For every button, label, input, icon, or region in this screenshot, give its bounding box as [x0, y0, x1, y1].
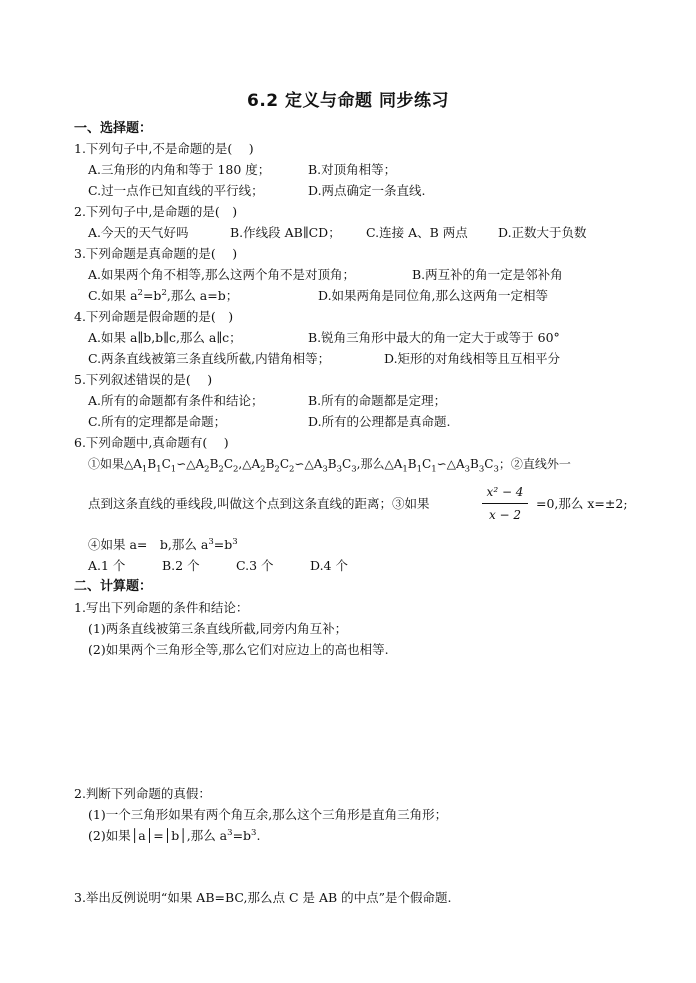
calc1-item-1: (1)两条直线被第三条直线所截,同旁内角互补；: [88, 621, 348, 636]
q6-option-c: C.3 个: [236, 558, 274, 573]
q5-option-a: A.所有的命题都有条件和结论；: [88, 393, 264, 408]
q5-stem: 5.下列叙述错误的是( ): [74, 372, 213, 387]
section-choice-heading: 一、选择题：: [74, 121, 153, 136]
fraction-expression: [482, 483, 528, 524]
section-calc-heading: 二、计算题：: [74, 579, 153, 594]
q6-statement-1: ①如果$\triangle A_1B_1C_1∽\triangle A_2B_2C_2,\triangle A_2B_2C_2∽\triangle A_3B_3C_3$,那么$\triangle A_1B_1C_1∽\triangle A_3B_3C_3$；②直线外一: [88, 457, 571, 475]
calc1-stem: 1.写出下列命题的条件和结论：: [74, 600, 249, 615]
page-title: 6.2 定义与命题 同步练习: [247, 91, 449, 111]
q4-option-b: B.锐角三角形中最大的角一定大于或等于 60°: [308, 330, 560, 345]
q4-option-c: C.两条直线被第三条直线所截,内错角相等；: [88, 351, 331, 366]
q5-option-d: D.所有的公理都是真命题.: [308, 414, 451, 429]
q4-stem: 4.下列命题是假命题的是( ): [74, 309, 234, 324]
calc2-item-1: (1)一个三角形如果有两个角互余,那么这个三角形是直角三角形；: [88, 807, 448, 822]
q1-option-a: A.三角形的内角和等于 180 度；: [88, 162, 271, 177]
q3-option-c: C.如果 $a^2=b^2$,那么 a=b；: [88, 287, 239, 303]
q5-option-c: C.所有的定理都是命题；: [88, 414, 227, 429]
q3-stem: 3.下列命题是真命题的是( ): [74, 246, 238, 261]
q4-option-d: D.矩形的对角线相等且互相平分: [384, 351, 561, 366]
q1-option-d: D.两点确定一条直线.: [308, 183, 426, 198]
q1-stem: 1.下列句子中,不是命题的是( ): [74, 141, 254, 156]
q2-option-d: D.正数大于负数: [498, 225, 587, 240]
q6-option-b: B.2 个: [162, 558, 200, 573]
q6-statement-4: ④如果 a= b,那么 $a^3=b^3$: [88, 536, 238, 552]
q3-option-b: B.两互补的角一定是邻补角: [412, 267, 563, 282]
fraction-numerator: x² − 4: [486, 485, 524, 499]
q2-option-b: B.作线段 AB∥CD；: [230, 225, 341, 240]
q3-option-d: D.如果两角是同位角,那么这两角一定相等: [318, 288, 549, 303]
q6-statement-2: 点到这条直线的垂线段,叫做这个点到这条直线的距离；③如果: [88, 496, 430, 511]
q2-stem: 2.下列句子中,是命题的是( ): [74, 204, 238, 219]
q6-stem: 6.下列命题中,真命题有( ): [74, 435, 229, 450]
q6-statement-2-tail: =0,那么 x=±2;: [536, 496, 628, 511]
calc1-item-2: (2)如果两个三角形全等,那么它们对应边上的高也相等.: [88, 642, 389, 657]
q5-option-b: B.所有的命题都是定理；: [308, 393, 447, 408]
q3-option-a: A.如果两个角不相等,那么这两个角不是对顶角；: [88, 267, 355, 282]
calc3-stem: 3.举出反例说明“如果 AB=BC,那么点 C 是 AB 的中点”是个假命题.: [74, 890, 452, 905]
q2-option-c: C.连接 A、B 两点: [366, 225, 468, 240]
fraction-denominator: x − 2: [488, 508, 522, 522]
q1-option-c: C.过一点作已知直线的平行线；: [88, 183, 264, 198]
q2-option-a: A.今天的天气好吗: [88, 225, 189, 240]
q1-option-b: B.对顶角相等；: [308, 162, 397, 177]
q6-option-a: A.1 个: [88, 558, 126, 573]
q6-option-d: D.4 个: [310, 558, 348, 573]
fraction-bar: [482, 503, 528, 504]
q4-option-a: A.如果 a∥b,b∥c,那么 a∥c；: [88, 330, 242, 345]
calc2-stem: 2.判断下列命题的真假：: [74, 786, 211, 801]
calc2-item-2: (2)如果│a│=│b│,那么 $a^3=b^3$.: [88, 827, 261, 843]
